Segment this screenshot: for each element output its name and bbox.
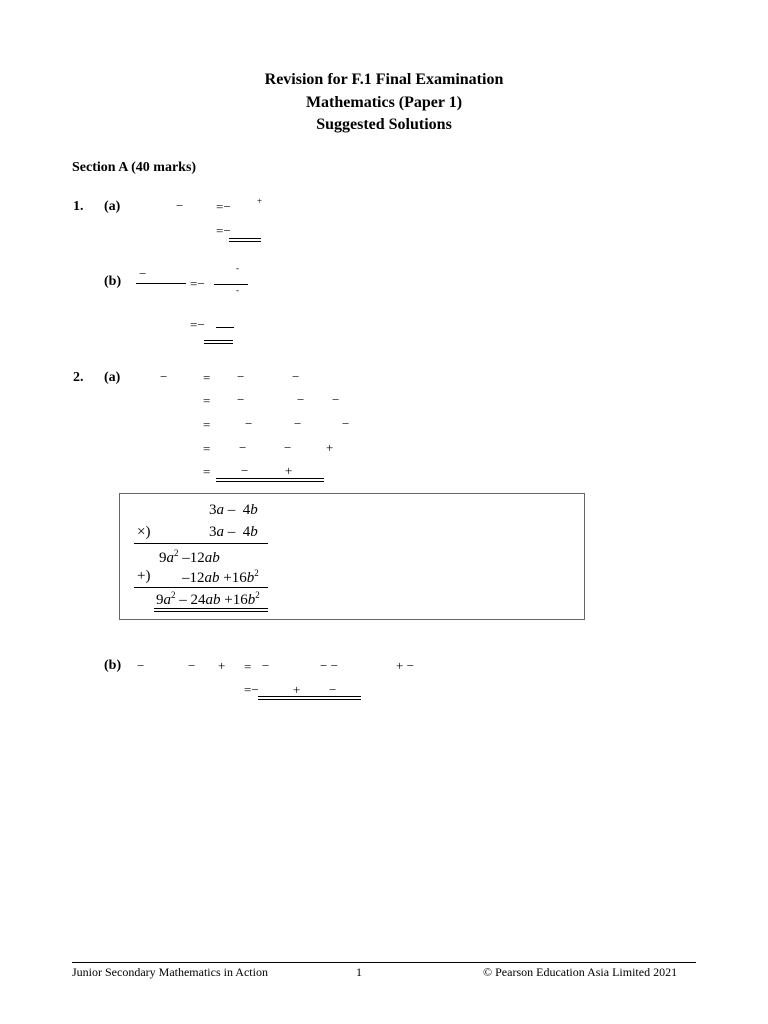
- answer-underline: [154, 608, 268, 612]
- plus-sign: +: [218, 658, 226, 673]
- page-number: 1: [356, 965, 362, 979]
- working-row-4: [182, 568, 259, 587]
- plus-sign: +: [285, 463, 293, 478]
- footer-copyright: © Pearson Education Asia Limited 2021: [483, 965, 678, 979]
- minus-sign: −: [237, 369, 245, 384]
- minus-sign: −: [239, 440, 247, 455]
- minus-sign: −: [294, 416, 302, 431]
- equals-sign: =: [203, 393, 211, 408]
- minus-sign: − −: [320, 658, 338, 673]
- minus-sign: −: [297, 392, 305, 407]
- equals-sign: =: [203, 370, 211, 385]
- minus-sign: −: [245, 416, 253, 431]
- working-row-1: [209, 502, 258, 519]
- minus-sign: −: [332, 392, 340, 407]
- fraction-bar: [214, 284, 248, 285]
- minus-sign: −: [176, 198, 184, 213]
- document-subtitle: Mathematics (Paper 1): [305, 94, 463, 111]
- working-expression: $9a^2 - 24ab +16b^2$: [156, 590, 260, 608]
- equals-sign: =: [203, 441, 211, 456]
- minus-sign: −: [160, 369, 168, 384]
- question-1b-label: (b): [104, 274, 122, 289]
- plus-sign: +: [257, 196, 263, 206]
- question-1-number: 1.: [73, 199, 84, 214]
- minus-sign: −: [262, 658, 270, 673]
- working-rule: [134, 543, 268, 544]
- working-row-4-prefix: +): [137, 568, 151, 584]
- fraction-bar: [136, 283, 186, 284]
- document-title: Revision for F.1 Final Examination: [264, 71, 504, 88]
- minus-sign: −: [237, 392, 245, 407]
- answer-underline: [258, 696, 361, 700]
- equals-sign: =−: [190, 276, 205, 291]
- plus-sign: + −: [396, 658, 414, 673]
- working-expression: $9a^2$ –12ab: [159, 548, 220, 566]
- working-row-3: [159, 548, 220, 567]
- equals-sign: =−: [244, 682, 259, 697]
- working-row-2-prefix: ×): [137, 524, 151, 540]
- working-expression: 3a – 4b: [209, 524, 258, 540]
- fraction-bar: [216, 327, 234, 328]
- minus-sign: −: [188, 658, 196, 673]
- equals-sign: =−: [216, 199, 231, 214]
- minus-sign: −: [292, 369, 300, 384]
- minus-sign: −: [342, 416, 350, 431]
- minus-sign: -: [236, 285, 239, 295]
- minus-sign: -: [236, 263, 239, 273]
- answer-underline: [216, 478, 324, 482]
- minus-sign: −: [241, 463, 249, 478]
- section-heading: Section A (40 marks): [72, 160, 197, 175]
- equals-sign: =: [203, 464, 211, 479]
- equals-sign: =−: [190, 317, 205, 332]
- question-2-number: 2.: [73, 370, 84, 385]
- question-2a-label: (a): [104, 370, 121, 385]
- working-row-5: [156, 590, 260, 609]
- working-row-2: [209, 524, 258, 541]
- plus-sign: +: [326, 440, 334, 455]
- footer-rule: [72, 962, 696, 963]
- minus-sign: −: [329, 682, 337, 697]
- equals-sign: =: [203, 417, 211, 432]
- working-box: [119, 493, 585, 620]
- working-expression: $-12ab +16b^2$: [182, 568, 259, 586]
- question-1a-label: (a): [104, 199, 121, 214]
- minus-sign: −: [284, 440, 292, 455]
- question-2b-label: (b): [104, 658, 122, 673]
- answer-underline: [229, 238, 261, 242]
- answer-underline: [204, 340, 233, 344]
- document-subtitle-2: Suggested Solutions: [316, 116, 452, 133]
- minus-sign: −: [137, 658, 145, 673]
- equals-sign: =: [244, 659, 252, 674]
- minus-sign: −: [139, 266, 147, 281]
- footer-book-title: Junior Secondary Mathematics in Action: [72, 965, 268, 979]
- working-rule: [134, 587, 268, 588]
- equals-sign: =−: [216, 223, 231, 238]
- plus-sign: +: [293, 682, 301, 697]
- working-expression: 3a – 4b: [209, 502, 258, 518]
